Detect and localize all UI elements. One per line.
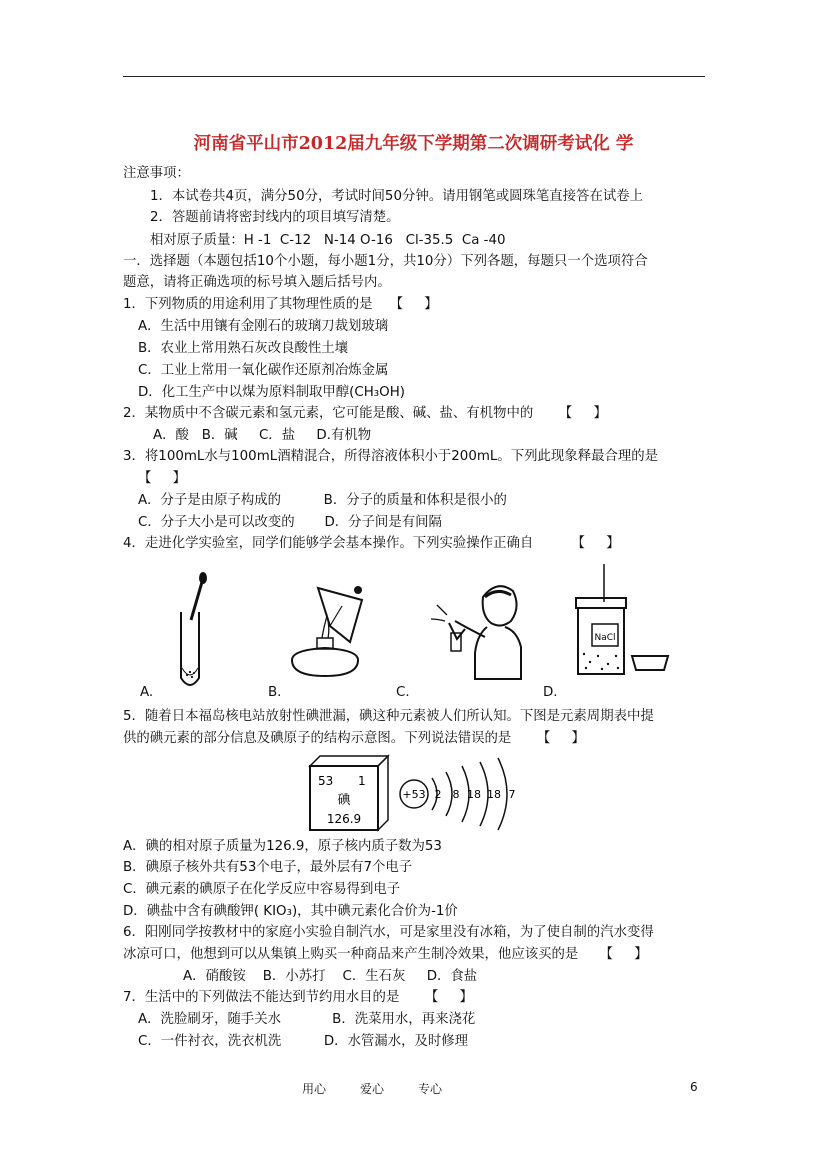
notes-heading: 注意事项： — [123, 166, 190, 181]
footer-text-2: 爱心 — [360, 1082, 385, 1096]
note-2: 2．答题前请将密封线内的项目填写清楚。 — [150, 210, 400, 225]
section1-instructions-1: 一．选择题（本题包括10个小题，每小题1分，共10分）下列各题，每题只一个选项符合 — [123, 254, 648, 269]
q3-stem: 3．将100mL水与100mL酒精混合，所得溶液体积小于200mL。下列此现象释最合理的是 — [123, 449, 659, 464]
shell-2: 8 — [452, 788, 460, 801]
q4-stem: 4．走进化学实验室，同学们能够学会基本操作。下列实验操作正确自 【 】 — [123, 536, 620, 551]
footer-text-3: 专心 — [418, 1082, 443, 1096]
q7-stem: 7．生活中的下列做法不能达到节约用水目的是 【 】 — [123, 990, 473, 1005]
q7-options-ab: A．洗脸刷牙，随手关水 B．洗菜用水，再来浇花 — [138, 1012, 476, 1027]
q1-option-a: A．生活中用镶有金刚石的玻璃刀裁划玻璃 — [138, 319, 389, 334]
q5-stem-1: 5．随着日本福岛核电站放射性碘泄漏，碘这种元素被人们所认知。下图是元素周期表中提 — [123, 709, 654, 724]
q7-options-cd: C．一件衬衣，洗衣机洗 D．水管漏水，及时修理 — [138, 1034, 469, 1049]
element-mass: 126.9 — [326, 812, 362, 826]
note-1: 1．本试卷共4页，满分50分，考试时间50分钟。请用钢笔或圆珠笔直接答在试卷上 — [150, 189, 644, 204]
shell-5: 7 — [508, 788, 516, 801]
section1-instructions-2: 题意，请将正确选项的标号填入题后括号内。 — [123, 275, 391, 290]
q4-label-a: A. — [140, 685, 154, 700]
q1-option-d: D．化工生产中以煤为原料制取甲醇(CH₃OH) — [138, 385, 406, 400]
q6-stem-1: 6．阳刚同学按教材中的家庭小实验自制汽水，可是家里没有冰箱，为了使自制的汽水变得 — [123, 925, 654, 940]
salt-jar-figure — [568, 562, 678, 687]
header-rule — [123, 76, 705, 77]
q2-options: A．酸 B．碱 C．盐 D.有机物 — [153, 428, 372, 443]
element-count: 1 — [358, 774, 366, 788]
alcohol-lamp-figure — [280, 580, 370, 685]
q5-stem-2: 供的碘元素的部分信息及碘原子的结构示意图。下列说法错误的是 【 】 — [123, 731, 585, 746]
q5-option-a: A．碘的相对原子质量为126.9，原子核内质子数为53 — [123, 839, 442, 854]
page-title: 河南省平山市2012届九年级下学期第二次调研考试化 学 — [193, 134, 634, 154]
q6-options: A．硝酸铵 B．小苏打 C．生石灰 D．食盐 — [183, 969, 478, 984]
atomic-masses: 相对原子质量：H -1 C-12 N-14 O-16 Cl-35.5 Ca -40 — [150, 233, 506, 248]
q1-option-c: C．工业上常用一氧化碳作还原剂冶炼金属 — [138, 363, 389, 378]
element-atomic-number: 53 — [318, 774, 334, 788]
footer-text-1: 用心 — [302, 1082, 327, 1096]
q3-options-cd: C．分子大小是可以改变的 D．分子间是有间隔 — [138, 515, 442, 530]
q6-stem-2: 冰凉可口，他想到可以从集镇上购买一种商品来产生制冷效果，他应该买的是 【 】 — [123, 947, 648, 962]
q1-stem: 1．下列物质的用途利用了其物理性质的是 【 】 — [123, 297, 438, 312]
shell-1: 2 — [434, 788, 442, 801]
nucleus-charge: +53 — [402, 788, 426, 801]
q3-options-ab: A．分子是由原子构成的 B．分子的质量和体积是很小的 — [138, 493, 507, 508]
q4-label-b: B. — [268, 685, 282, 700]
q4-label-d: D. — [543, 685, 558, 700]
shell-3: 18 — [467, 788, 481, 801]
shell-4: 18 — [487, 788, 501, 801]
element-name: 碘 — [337, 793, 351, 808]
page-number: 6 — [690, 1080, 698, 1094]
q5-option-b: B．碘原子核外共有53个电子，最外层有7个电子 — [123, 860, 413, 875]
student-smelling-figure — [425, 575, 525, 685]
test-tube-dropper-figure — [170, 570, 210, 695]
q4-label-c: C. — [396, 685, 410, 700]
q5-option-c: C．碘元素的碘原子在化学反应中容易得到电子 — [123, 882, 401, 897]
iodine-element-figure — [306, 752, 526, 834]
q5-option-d: D．碘盐中含有碘酸钾( KIO₃)，其中碘元素化合价为-1价 — [123, 904, 458, 919]
jar-label: NaCl — [594, 633, 616, 643]
q2-stem: 2．某物质中不含碳元素和氢元素，它可能是酸、碱、盐、有机物中的 【 】 — [123, 406, 607, 421]
q3-bracket: 【 】 — [138, 471, 187, 486]
q1-option-b: B．农业上常用熟石灰改良酸性土壤 — [138, 341, 349, 356]
